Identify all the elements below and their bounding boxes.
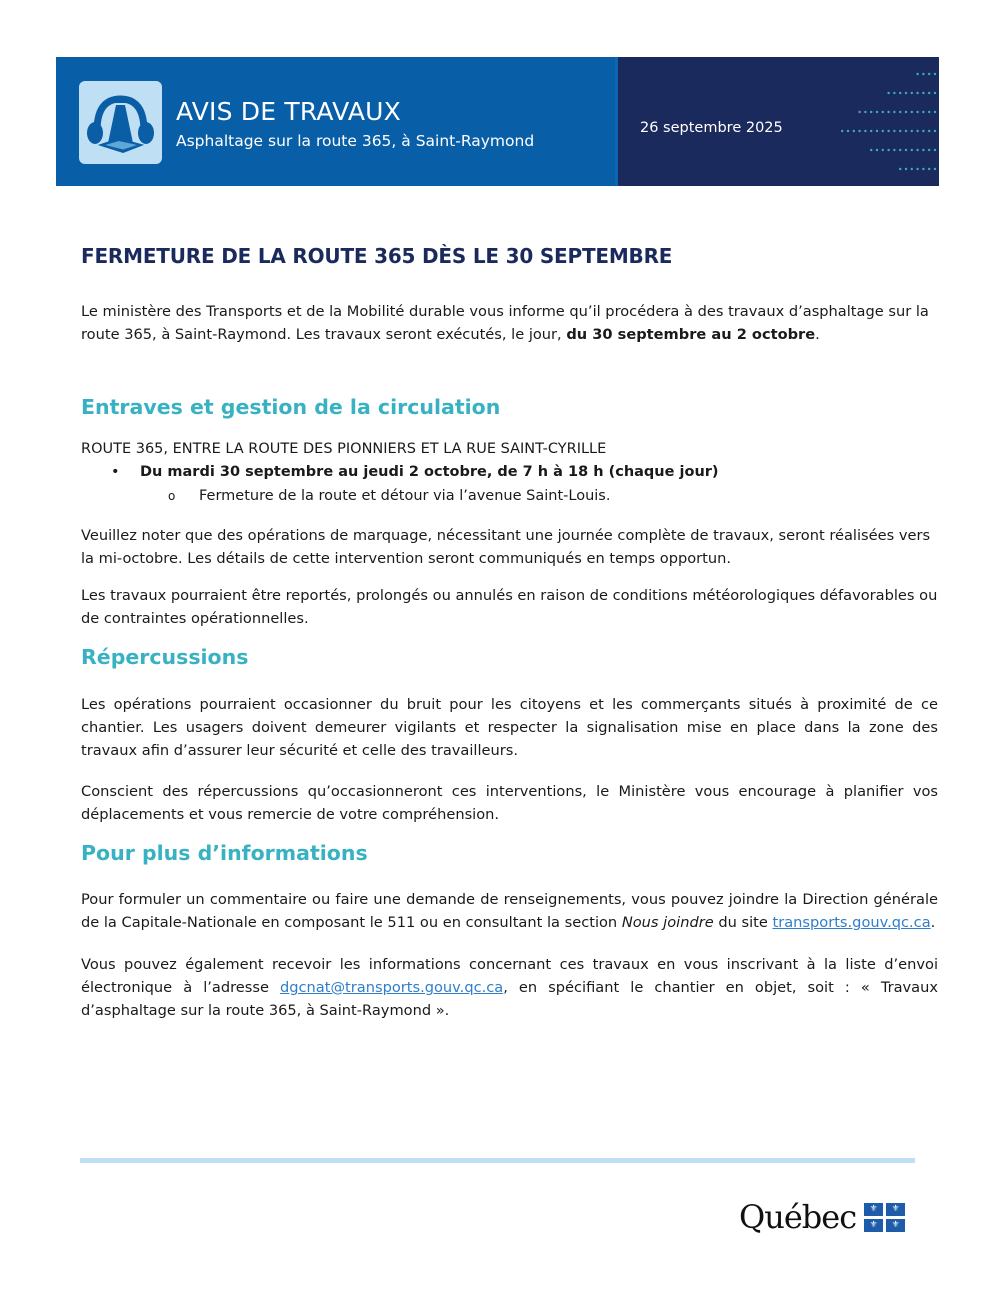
decorative-dot: [882, 149, 884, 151]
decorative-dot: [922, 149, 924, 151]
info-text-1b: du site: [713, 914, 773, 931]
heading-info: Pour plus d’informations: [81, 841, 368, 865]
fleur-de-lis-icon: ⚜: [886, 1203, 905, 1216]
decorative-dot: [922, 73, 924, 75]
repercussions-text-2: Conscient des répercussions qu’occasionneront ces interventions, le Ministère vous encourage à planifier vos déplacements et vous remercie de votre compréhension.: [81, 783, 938, 823]
marquage-paragraph: [81, 524, 938, 570]
repercussions-paragraph-1: [81, 693, 938, 762]
intro-dates: du 30 septembre au 2 octobre: [566, 326, 816, 343]
decorative-dot: [876, 111, 878, 113]
footer-divider: [80, 1158, 915, 1163]
decorative-dot: [928, 130, 930, 132]
decorative-dot: [853, 130, 855, 132]
decorative-dot: [893, 149, 895, 151]
decorative-dot: [882, 111, 884, 113]
decorative-dot: [911, 130, 913, 132]
decorative-dot: [899, 111, 901, 113]
website-link[interactable]: transports.gouv.qc.ca: [772, 914, 931, 931]
info-text-2a: Vous pouvez également recevoir les informations concernant ces travaux en vous inscrivant à la liste d’envoi électronique à l’adresse: [81, 956, 938, 996]
decorative-dot: [928, 73, 930, 75]
decorative-dot: [905, 149, 907, 151]
decorative-dot: [916, 73, 918, 75]
decorative-dot: [934, 111, 936, 113]
fleur-de-lis-icon: ⚜: [864, 1203, 883, 1216]
marquage-text: Veuillez noter que des opérations de marquage, nécessitant une journée complète de travaux, seront réalisées vers la mi-octobre. Les détails de cette intervention seront communiqués en temps opportun.: [81, 527, 931, 567]
decorative-dot: [905, 111, 907, 113]
decorative-dots-icon: [829, 57, 939, 186]
decorative-dot: [893, 92, 895, 94]
banner-title: AVIS DE TRAVAUX: [176, 97, 401, 126]
decorative-dot: [928, 149, 930, 151]
decorative-dot: [899, 168, 901, 170]
banner-subtitle: Asphaltage sur la route 365, à Saint-Raymond: [176, 132, 535, 150]
decorative-dot: [911, 92, 913, 94]
decorative-dot: [841, 130, 843, 132]
decorative-dot: [899, 92, 901, 94]
decorative-dot: [858, 130, 860, 132]
info-text-2b: , en spécifiant le chantier en objet, soit : « Travaux d’asphaltage sur la route 365, à Saint-Raymond ».: [81, 979, 939, 1019]
decorative-dot: [887, 149, 889, 151]
bullet-text: Du mardi 30 septembre au jeudi 2 octobre, de 7 h à 18 h (chaque jour): [140, 464, 719, 480]
decorative-dot: [928, 111, 930, 113]
banner-right-panel: [615, 57, 939, 186]
decorative-dot: [922, 111, 924, 113]
intro-paragraph: [81, 300, 938, 346]
decorative-dot: [934, 73, 936, 75]
decorative-dot: [864, 111, 866, 113]
quebec-flag-icon: [864, 1203, 905, 1232]
decorative-dot: [916, 168, 918, 170]
repercussions-paragraph-2: [81, 780, 938, 826]
heading-repercussions: Répercussions: [81, 645, 249, 669]
decorative-dot: [911, 149, 913, 151]
main-title: FERMETURE DE LA ROUTE 365 DÈS LE 30 SEPTEMBRE: [81, 244, 673, 268]
decorative-dot: [905, 92, 907, 94]
info-paragraph-2: [81, 953, 938, 1022]
decorative-dot: [870, 130, 872, 132]
weather-paragraph: [81, 584, 938, 630]
decorative-dot: [887, 130, 889, 132]
decorative-dot: [922, 130, 924, 132]
decorative-dot: [905, 168, 907, 170]
decorative-dot: [928, 92, 930, 94]
decorative-dot: [870, 149, 872, 151]
info-text-1-end: .: [930, 914, 936, 931]
decorative-dot: [911, 168, 913, 170]
notice-date: 26 septembre 2025: [640, 120, 783, 136]
decorative-dot: [876, 149, 878, 151]
decorative-dot: [876, 130, 878, 132]
decorative-dot: [911, 111, 913, 113]
decorative-dot: [916, 92, 918, 94]
sub-bullet-text: Fermeture de la route et détour via l’avenue Saint-Louis.: [199, 488, 611, 504]
fleur-de-lis-icon: ⚜: [864, 1219, 883, 1232]
decorative-dot: [847, 130, 849, 132]
info-paragraph-1: [81, 888, 938, 934]
decorative-dot: [893, 130, 895, 132]
decorative-dot: [934, 168, 936, 170]
bullet-dates: [111, 464, 719, 480]
heading-entraves: Entraves et gestion de la circulation: [81, 395, 501, 419]
intro-line2: route 365, à Saint-Raymond. Les travaux seront exécutés, le jour,: [81, 326, 567, 343]
decorative-dot: [858, 111, 860, 113]
decorative-dot: [864, 130, 866, 132]
decorative-dot: [899, 130, 901, 132]
decorative-dot: [916, 149, 918, 151]
decorative-dot: [887, 92, 889, 94]
decorative-dot: [905, 130, 907, 132]
intro-line1: Le ministère des Transports et de la Mobilité durable vous informe qu’il procédera à des travaux d’asphaltage sur la: [81, 303, 929, 320]
bullet-icon: •: [111, 464, 120, 480]
intro-end: .: [815, 326, 820, 343]
decorative-dot: [934, 130, 936, 132]
decorative-dot: [882, 130, 884, 132]
decorative-dot: [916, 111, 918, 113]
route-subheading: ROUTE 365, ENTRE LA ROUTE DES PIONNIERS ET LA RUE SAINT-CYRILLE: [81, 441, 607, 457]
email-link[interactable]: dgcnat@transports.gouv.qc.ca: [280, 979, 504, 996]
banner-left-panel: [56, 57, 615, 186]
nous-joindre-text: Nous joindre: [621, 914, 714, 931]
sub-bullet-icon: o: [168, 489, 176, 503]
decorative-dot: [922, 168, 924, 170]
quebec-wordmark: Québec: [739, 1198, 857, 1236]
decorative-dot: [893, 111, 895, 113]
fleur-de-lis-icon: ⚜: [886, 1219, 905, 1232]
decorative-dot: [887, 111, 889, 113]
decorative-dot: [934, 92, 936, 94]
info-text-1a: Pour formuler un commentaire ou faire une demande de renseignements, vous pouvez joindre la Direction générale de la Capitale-Nationale en composant le 511 ou en consultant la section: [81, 891, 938, 931]
decorative-dot: [934, 149, 936, 151]
decorative-dot: [916, 130, 918, 132]
quebec-logo: [739, 1198, 905, 1236]
decorative-dot: [922, 92, 924, 94]
headphones-cone-icon: [79, 81, 162, 164]
sub-bullet-detour: [168, 488, 610, 504]
header-banner: [56, 57, 939, 186]
decorative-dot: [870, 111, 872, 113]
decorative-dot: [899, 149, 901, 151]
repercussions-text-1: Les opérations pourraient occasionner du bruit pour les citoyens et les commerçants situés à proximité de ce chantier. Les usagers doivent demeurer vigilants et respecter la signalisation mise en place dans la zone des travaux afin d’assurer leur sécurité et celle des travailleurs.: [81, 696, 938, 759]
weather-text: Les travaux pourraient être reportés, prolongés ou annulés en raison de conditions météorologiques défavorables ou de contraintes opérationnelles.: [81, 587, 938, 627]
decorative-dot: [928, 168, 930, 170]
